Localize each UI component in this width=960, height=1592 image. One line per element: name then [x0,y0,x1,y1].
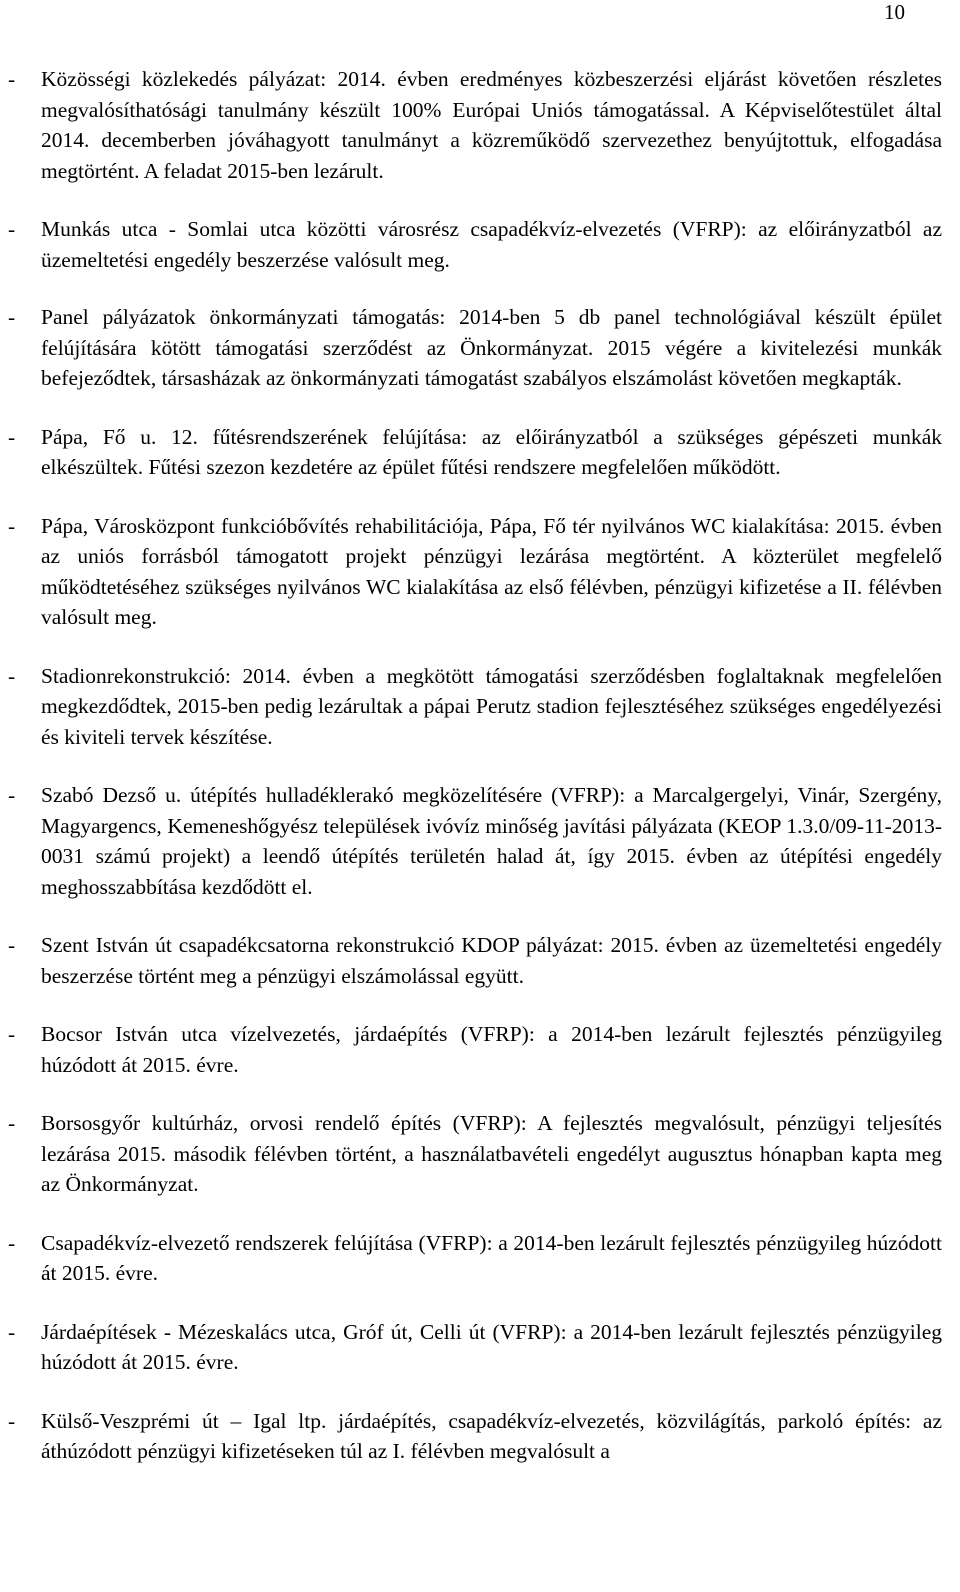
list-dash: - [8,305,16,329]
list-dash: - [8,1111,16,1135]
list-item [0,1317,960,1378]
list-item [0,780,960,902]
list-item-text: Bocsor István utca vízelvezetés, járdaépítés (VFRP): a 2014-ben lezárult fejlesztés pénzügyileg húzódott át 2015. évre. [41,1022,942,1077]
list-item-text: Közösségi közlekedés pályázat: 2014. évben eredményes közbeszerzési eljárást követően részletes megvalósíthatósági tanulmány készült 100% Európai Uniós támogatással. A Képviselőtestület által 2014. decemberben jóváhagyott tanulmányt a közreműködő szervezethez benyújtottuk, elfogadása megtörtént. A feladat 2015-ben lezárult. [41,67,942,183]
list-item [0,302,960,394]
list-item [0,1228,960,1289]
list-item [0,1406,960,1467]
list-item-text: Panel pályázatok önkormányzati támogatás: 2014-ben 5 db panel technológiával készült épület felújítására kötött támogatási szerződést az Önkormányzat. 2015 végére a kivitelezési munkák befejeződtek, társasházak az önkormányzati támogatást szabályos elszámolást követően megkapták. [41,305,942,390]
list-item [0,661,960,753]
list-dash: - [8,1408,16,1433]
list-item-text: Szent István út csapadékcsatorna rekonstrukció KDOP pályázat: 2015. évben az üzemeltetési engedély beszerzése történt meg a pénzügyi elszámolással együtt. [41,933,942,988]
page-number: 10 [884,0,905,24]
list-item-text: Stadionrekonstrukció: 2014. évben a megkötött támogatási szerződésben foglaltaknak megfelelően megkezdődtek, 2015-ben pedig lezárultak a pápai Perutz stadion fejlesztéséhez szükséges engedélyezési és kiviteli tervek készítése. [41,663,942,749]
list-dash: - [8,217,16,241]
list-item [0,64,960,186]
list-dash: - [8,933,16,957]
list-item-text: Pápa, Fő u. 12. fűtésrendszerének felújítása: az előirányzatból a szükséges gépészeti munkák elkészültek. Fűtési szezon kezdetére az épület fűtési rendszere megfelelően működött. [41,424,942,479]
list-item [0,214,960,275]
list-dash: - [8,513,16,538]
list-dash: - [8,424,16,449]
list-item-text: Csapadékvíz-elvezető rendszerek felújítása (VFRP): a 2014-ben lezárult fejlesztés pénzügyileg húzódott át 2015. évre. [41,1230,942,1285]
list-dash: - [8,663,16,688]
list-dash: - [8,1022,16,1046]
document-body [0,64,960,1495]
list-item [0,511,960,633]
list-item [0,422,960,483]
list-dash: - [8,1319,16,1344]
list-item [0,930,960,991]
list-dash: - [8,1230,16,1255]
list-dash: - [8,67,16,91]
list-item-text: Munkás utca - Somlai utca közötti városrész csapadékvíz-elvezetés (VFRP): az előirányzatból az üzemeltetési engedély beszerzése valósult meg. [41,217,942,272]
list-item-text: Szabó Dezső u. útépítés hulladéklerakó megközelítésére (VFRP): a Marcalgergelyi, Vinár, Szergény, Magyargencs, Kemeneshőgyész települések ivóvíz minőség javítási pályázata (KEOP 1.3.0/09-11-2013-0031 számú projekt) a leendő útépítés területén halad át, így 2015. évben az útépítési engedély meghosszabbítása kezdődött el. [41,783,942,899]
list-dash: - [8,783,16,807]
list-item [0,1019,960,1080]
list-item-text: Pápa, Városközpont funkcióbővítés rehabilitációja, Pápa, Fő tér nyilvános WC kialakítása: 2015. évben az uniós forrásból támogatott projekt pénzügyi lezárása megtörtént. A közterület megfelelő működtetéséhez szükséges nyilvános WC kialakítása az első félévben, pénzügyi kifizetése a II. félévben valósult meg. [41,513,942,629]
list-item-text: Járdaépítések - Mézeskalács utca, Gróf út, Celli út (VFRP): a 2014-ben lezárult fejlesztés pénzügyileg húzódott át 2015. évre. [41,1319,942,1374]
list-item-text: Borsosgyőr kultúrház, orvosi rendelő építés (VFRP): A fejlesztés megvalósult, pénzügyi teljesítés lezárása 2015. második félévben történt, a használatbavételi engedélyt augusztus hónapban kapta meg az Önkormányzat. [41,1111,942,1196]
list-item-text: Külső-Veszprémi út – Igal ltp. járdaépítés, csapadékvíz-elvezetés, közvilágítás, parkoló építés: az áthúzódott pénzügyi kifizetéseken túl az I. félévben megvalósult a [41,1408,942,1463]
list-item [0,1108,960,1200]
